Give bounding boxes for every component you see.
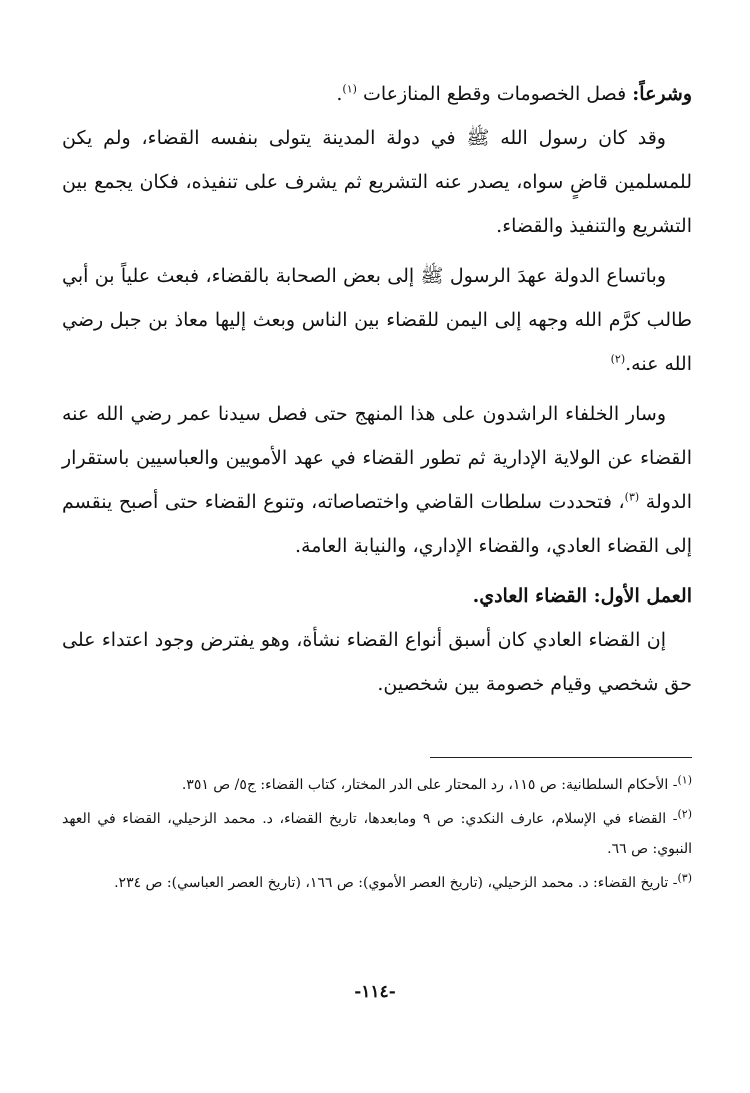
paragraph-ordinary-judiciary: إن القضاء العادي كان أسبق أنواع القضاء نشأة، وهو يفترض وجود اعتداء على حق شخصي وقيام خصومة بين شخصين. xyxy=(62,629,692,695)
footnote-2 xyxy=(62,804,692,864)
paragraph-definition xyxy=(62,72,692,116)
footnote-3-ref: (٣) xyxy=(677,871,692,885)
section-heading: العمل الأول: القضاء العادي. xyxy=(472,585,692,607)
paragraph-state-expansion-text: وباتساع الدولة عهدَ الرسول ﷺ إلى بعض الصحابة بالقضاء، فبعث علياً بن أبي طالب كرَّم الله وجهه إلى اليمن للقضاء بين الناس وبعث إليها معاذ بن جبل رضي الله عنه. xyxy=(62,265,692,375)
footnote-1-ref: (١) xyxy=(677,773,692,787)
footnotes xyxy=(62,770,692,902)
paragraph-caliphs-text-a: وسار الخلفاء الراشدون على هذا المنهج حتى فصل سيدنا عمر رضي الله عنه القضاء عن الولاية الإدارية ثم تطور القضاء في عهد الأمويين والعباسيين باستقرار الدولة xyxy=(62,403,692,513)
footnote-ref-1[interactable]: (١) xyxy=(342,82,357,96)
page-number: -١١٤- xyxy=(354,982,396,1002)
definition-text: فصل الخصومات وقطع المنازعات xyxy=(362,83,633,105)
footnote-2-ref: (٢) xyxy=(677,807,692,821)
footnote-3-text: - تاريخ القضاء: د. محمد الزحيلي، (تاريخ العصر الأموي): ص ١٦٦، (تاريخ العصر العباسي): ص ٢٣٤. xyxy=(114,875,678,891)
definition-term: وشرعاً: xyxy=(632,83,692,105)
footnote-1 xyxy=(62,770,692,800)
definition-end: . xyxy=(336,83,343,105)
footnote-2-text: - القضاء في الإسلام، عارف النكدي: ص ٩ ومابعدها، تاريخ القضاء، د. محمد الزحيلي، القضاء في العهد النبوي: ص ٦٦. xyxy=(62,811,692,857)
paragraph-caliphs xyxy=(62,392,692,568)
footnote-3 xyxy=(62,868,692,898)
paragraph-caliphs-text-b: ، فتحددت سلطات القاضي واختصاصاته، وتنوع القضاء حتى أصبح ينقسم إلى القضاء العادي، والقضاء الإداري، والنيابة العامة. xyxy=(62,491,692,557)
main-text xyxy=(62,72,692,712)
paragraph-prophet-judiciary: وقد كان رسول الله ﷺ في دولة المدينة يتولى بنفسه القضاء، ولم يكن للمسلمين قاضٍ سواه، يصدر عنه التشريع ثم يشرف على تنفيذه، فكان يجمع بين التشريع والتنفيذ والقضاء. xyxy=(62,127,692,237)
footnote-ref-2[interactable]: (٢) xyxy=(610,352,626,366)
footnote-ref-3[interactable]: (٣) xyxy=(624,490,640,504)
footnote-1-text: - الأحكام السلطانية: ص ١١٥، رد المحتار على الدر المختار، كتاب القضاء: ج٥/ ص ٣٥١. xyxy=(181,777,678,793)
paragraph-state-expansion xyxy=(62,254,692,386)
footnote-divider xyxy=(430,757,692,758)
